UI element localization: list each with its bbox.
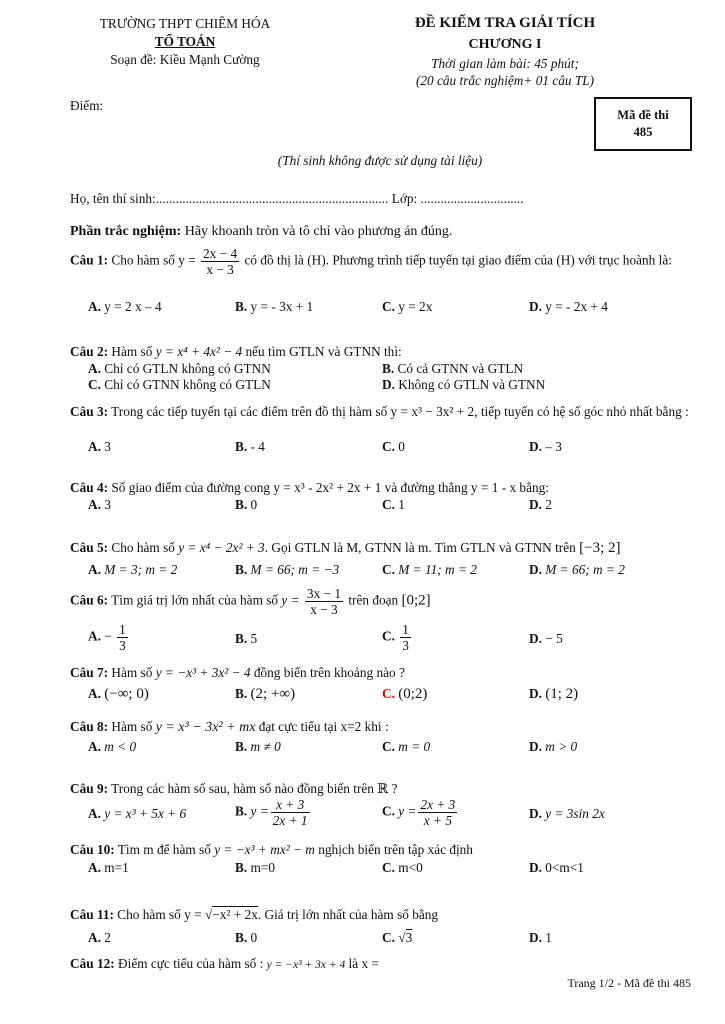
q1-den: x − 3	[206, 262, 234, 277]
exam-time: Thời gian làm bài: 45 phút;	[431, 56, 579, 71]
exam-code-value: 485	[633, 125, 653, 139]
q3-option-d[interactable]: D. – 3	[529, 439, 562, 454]
q11-option-b[interactable]: B. 0	[235, 930, 258, 945]
score-label: Điểm:	[70, 98, 104, 113]
chapter: CHƯƠNG I	[468, 37, 542, 52]
q4-option-a[interactable]: A. 3	[88, 497, 111, 512]
q1-label: Câu 1:	[70, 252, 109, 268]
q8-option-d[interactable]: D. m > 0	[529, 739, 578, 754]
q4-option-d[interactable]: D. 2	[529, 497, 552, 512]
q3-options	[88, 439, 688, 457]
q1-option-b[interactable]: B. y = - 3x + 1	[235, 299, 314, 314]
question-5: Câu 5: Cho hàm số y = x⁴ − 2x² + 3. Gọi GTLN là M, GTNN là m. Tìm GTLN và GTNN trên [−3; 2]	[70, 540, 621, 556]
q11-sqrt: √−x² + 2x	[204, 907, 258, 922]
exam-title: ĐỀ KIỂM TRA GIẢI TÍCH	[414, 15, 596, 31]
q5-option-a[interactable]: A. M = 3; m = 2	[88, 562, 178, 577]
q7-option-c[interactable]: C. (0;2)	[382, 686, 428, 702]
q9-option-a[interactable]: A. y = x³ + 5x + 6	[88, 806, 187, 821]
question-8: Câu 8: Hàm số y = x³ − 3x² + mx đạt cực tiểu tại x=2 khi :	[70, 719, 389, 735]
q7-option-b[interactable]: B. (2; +∞)	[235, 686, 296, 702]
q11-option-c[interactable]: C. √3	[382, 930, 413, 945]
q10-expr: y = −x³ + mx² − m	[214, 842, 315, 857]
question-6: Câu 6: Tìm giá trị lớn nhất của hàm số y = $\frac{3x - 1}{x - 3}$ trên đoạn [0;2]	[70, 586, 431, 617]
q9-option-d[interactable]: D. y = 3sin 2x	[529, 806, 605, 821]
q5-option-d[interactable]: D. M = 66; m = 2	[529, 562, 625, 577]
q9-option-c[interactable]: C. y = $\frac{2x + 3}{x + 5}$	[382, 797, 456, 828]
q10-option-c[interactable]: C. m<0	[382, 860, 423, 875]
question-3: Câu 3: Trong các tiếp tuyến tại các điểm trên đồ thị hàm số y = x³ − 3x² + 2, tiếp tuyến có hệ số góc nhỏ nhất bằng :	[70, 404, 689, 419]
question-7: Câu 7: Hàm số y = −x³ + 3x² − 4 đồng biến trên khoảng nào ?	[70, 665, 405, 680]
q4-option-c[interactable]: C. 1	[382, 497, 405, 512]
q7-expr: y = −x³ + 3x² − 4	[155, 665, 251, 680]
student-name-line: Họ, tên thí sinh:...................................................................... Lớp: ...............................	[70, 191, 524, 206]
q3-expr: y = x³ − 3x² + 2	[390, 404, 475, 419]
author: Soạn đề: Kiều Mạnh Cường	[110, 52, 260, 67]
question-12: Câu 12: Điểm cực tiểu của hàm số : y = −x³ + 3x + 4 là x =	[70, 956, 379, 971]
q7-option-d[interactable]: D. (1; 2)	[529, 686, 579, 702]
q10-option-a[interactable]: A. m=1	[88, 860, 129, 875]
q2-options-row2	[88, 377, 688, 395]
q7-options	[88, 686, 688, 704]
q1-option-c[interactable]: C. y = 2x	[382, 299, 433, 314]
q10-options	[88, 860, 688, 878]
q9-options	[88, 797, 688, 833]
q2-option-d[interactable]: D. Không có GTLN và GTNN	[382, 377, 546, 392]
exam-code-label: Mã đề thi	[617, 108, 669, 122]
q5-options	[88, 562, 688, 580]
exam-format: (20 câu trắc nghiệm+ 01 câu TL)	[415, 73, 595, 88]
q11-expr: −x² + 2x	[212, 907, 258, 922]
q6-option-d[interactable]: D. − 5	[529, 631, 563, 646]
question-11: Câu 11: Cho hàm số y = √−x² + 2x. Giá trị lớn nhất của hàm số bằng	[70, 907, 439, 922]
question-2: Câu 2: Hàm số y = x⁴ + 4x² − 4 nếu tìm GTLN và GTNN thì:	[70, 344, 402, 359]
q10-option-d[interactable]: D. 0<m<1	[529, 860, 584, 875]
exam-note: (Thí sinh không được sử dụng tài liệu)	[277, 153, 483, 168]
group-name: TỔ TOÁN	[154, 34, 216, 49]
q6-option-b[interactable]: B. 5	[235, 631, 258, 646]
q11-option-d[interactable]: D. 1	[529, 930, 552, 945]
q4-expr: y = x³ - 2x² + 2x + 1	[273, 480, 382, 495]
q6-fraction: $\frac{3x - 1}{x - 3}$	[306, 586, 342, 617]
q8-option-b[interactable]: B. m ≠ 0	[235, 739, 281, 754]
q5-expr: y = x⁴ − 2x² + 3	[178, 540, 265, 555]
q5-option-b[interactable]: B. M = 66; m = −3	[235, 562, 340, 577]
q5-option-c[interactable]: C. M = 11; m = 2	[382, 562, 477, 577]
q11-options	[88, 930, 688, 948]
question-4: Câu 4: Số giao điểm của đường cong y = x³ - 2x² + 2x + 1 và đường thẳng y = 1 - x bằng:	[70, 480, 549, 495]
question-1	[70, 246, 692, 277]
q1-option-d[interactable]: D. y = - 2x + 4	[529, 299, 608, 314]
q6-options	[88, 622, 688, 656]
section-instruction: Hãy khoanh tròn và tô chỉ vào phương án đúng.	[181, 224, 453, 239]
question-9: Câu 9: Trong các hàm số sau, hàm số nào đồng biến trên ℝ ?	[70, 781, 398, 796]
q5-interval: [−3; 2]	[579, 540, 621, 556]
q2-option-a[interactable]: A. Chỉ có GTLN không có GTNN	[88, 361, 271, 376]
q1-num: 2x − 4	[203, 246, 238, 261]
page-footer: Trang 1/2 - Mã đề thi 485	[567, 976, 691, 990]
q1-text-b: có đồ thị là (H). Phương trình tiếp tuyến tại giao điểm của (H) với trục hoành là:	[241, 252, 672, 268]
q7-option-a[interactable]: A. (−∞; 0)	[88, 686, 149, 702]
question-10: Câu 10: Tìm m để hàm số y = −x³ + mx² − m nghịch biến trên tập xác định	[70, 842, 473, 857]
q10-option-b[interactable]: B. m=0	[235, 860, 276, 875]
q6-option-c[interactable]: C. $\frac{1}{3}$	[382, 622, 409, 653]
q3-option-c[interactable]: C. 0	[382, 439, 405, 454]
q8-expr: y = x³ − 3x² + mx	[155, 720, 256, 735]
q2-expr: y = x⁴ + 4x² − 4	[155, 344, 243, 359]
q2-label: Câu 2:	[70, 344, 109, 359]
q12-expr: y = −x³ + 3x + 4	[266, 959, 346, 971]
q6-option-a[interactable]: A. − $\frac{1}{3}$	[88, 622, 126, 653]
q8-options	[88, 739, 688, 757]
q2-option-c[interactable]: C. Chỉ có GTNN không có GTLN	[88, 377, 271, 392]
q4-option-b[interactable]: B. 0	[235, 497, 258, 512]
q1-text-a: Cho hàm số y =	[108, 252, 196, 268]
q6-interval: [0;2]	[401, 592, 431, 609]
q2-option-b[interactable]: B. Có cả GTNN và GTLN	[382, 361, 524, 376]
q8-option-c[interactable]: C. m = 0	[382, 739, 431, 754]
q8-option-a[interactable]: A. m < 0	[88, 739, 137, 754]
q1-options	[88, 299, 688, 317]
school-name: TRƯỜNG THPT CHIÊM HÓA	[99, 16, 271, 31]
q9-option-b[interactable]: B. y = $\frac{x + 3}{2x + 1}$	[235, 797, 308, 828]
q3-option-a[interactable]: A. 3	[88, 439, 111, 454]
q1-fraction	[201, 246, 239, 277]
section-title: Phần trắc nghiệm:	[70, 224, 182, 239]
q11-option-a[interactable]: A. 2	[88, 930, 111, 945]
q1-option-a[interactable]: A. y = 2 x – 4	[88, 299, 162, 314]
exam-code-box	[594, 97, 692, 151]
q4-options	[88, 497, 688, 515]
section-heading	[70, 224, 452, 240]
q3-option-b[interactable]: B. - 4	[235, 439, 265, 454]
